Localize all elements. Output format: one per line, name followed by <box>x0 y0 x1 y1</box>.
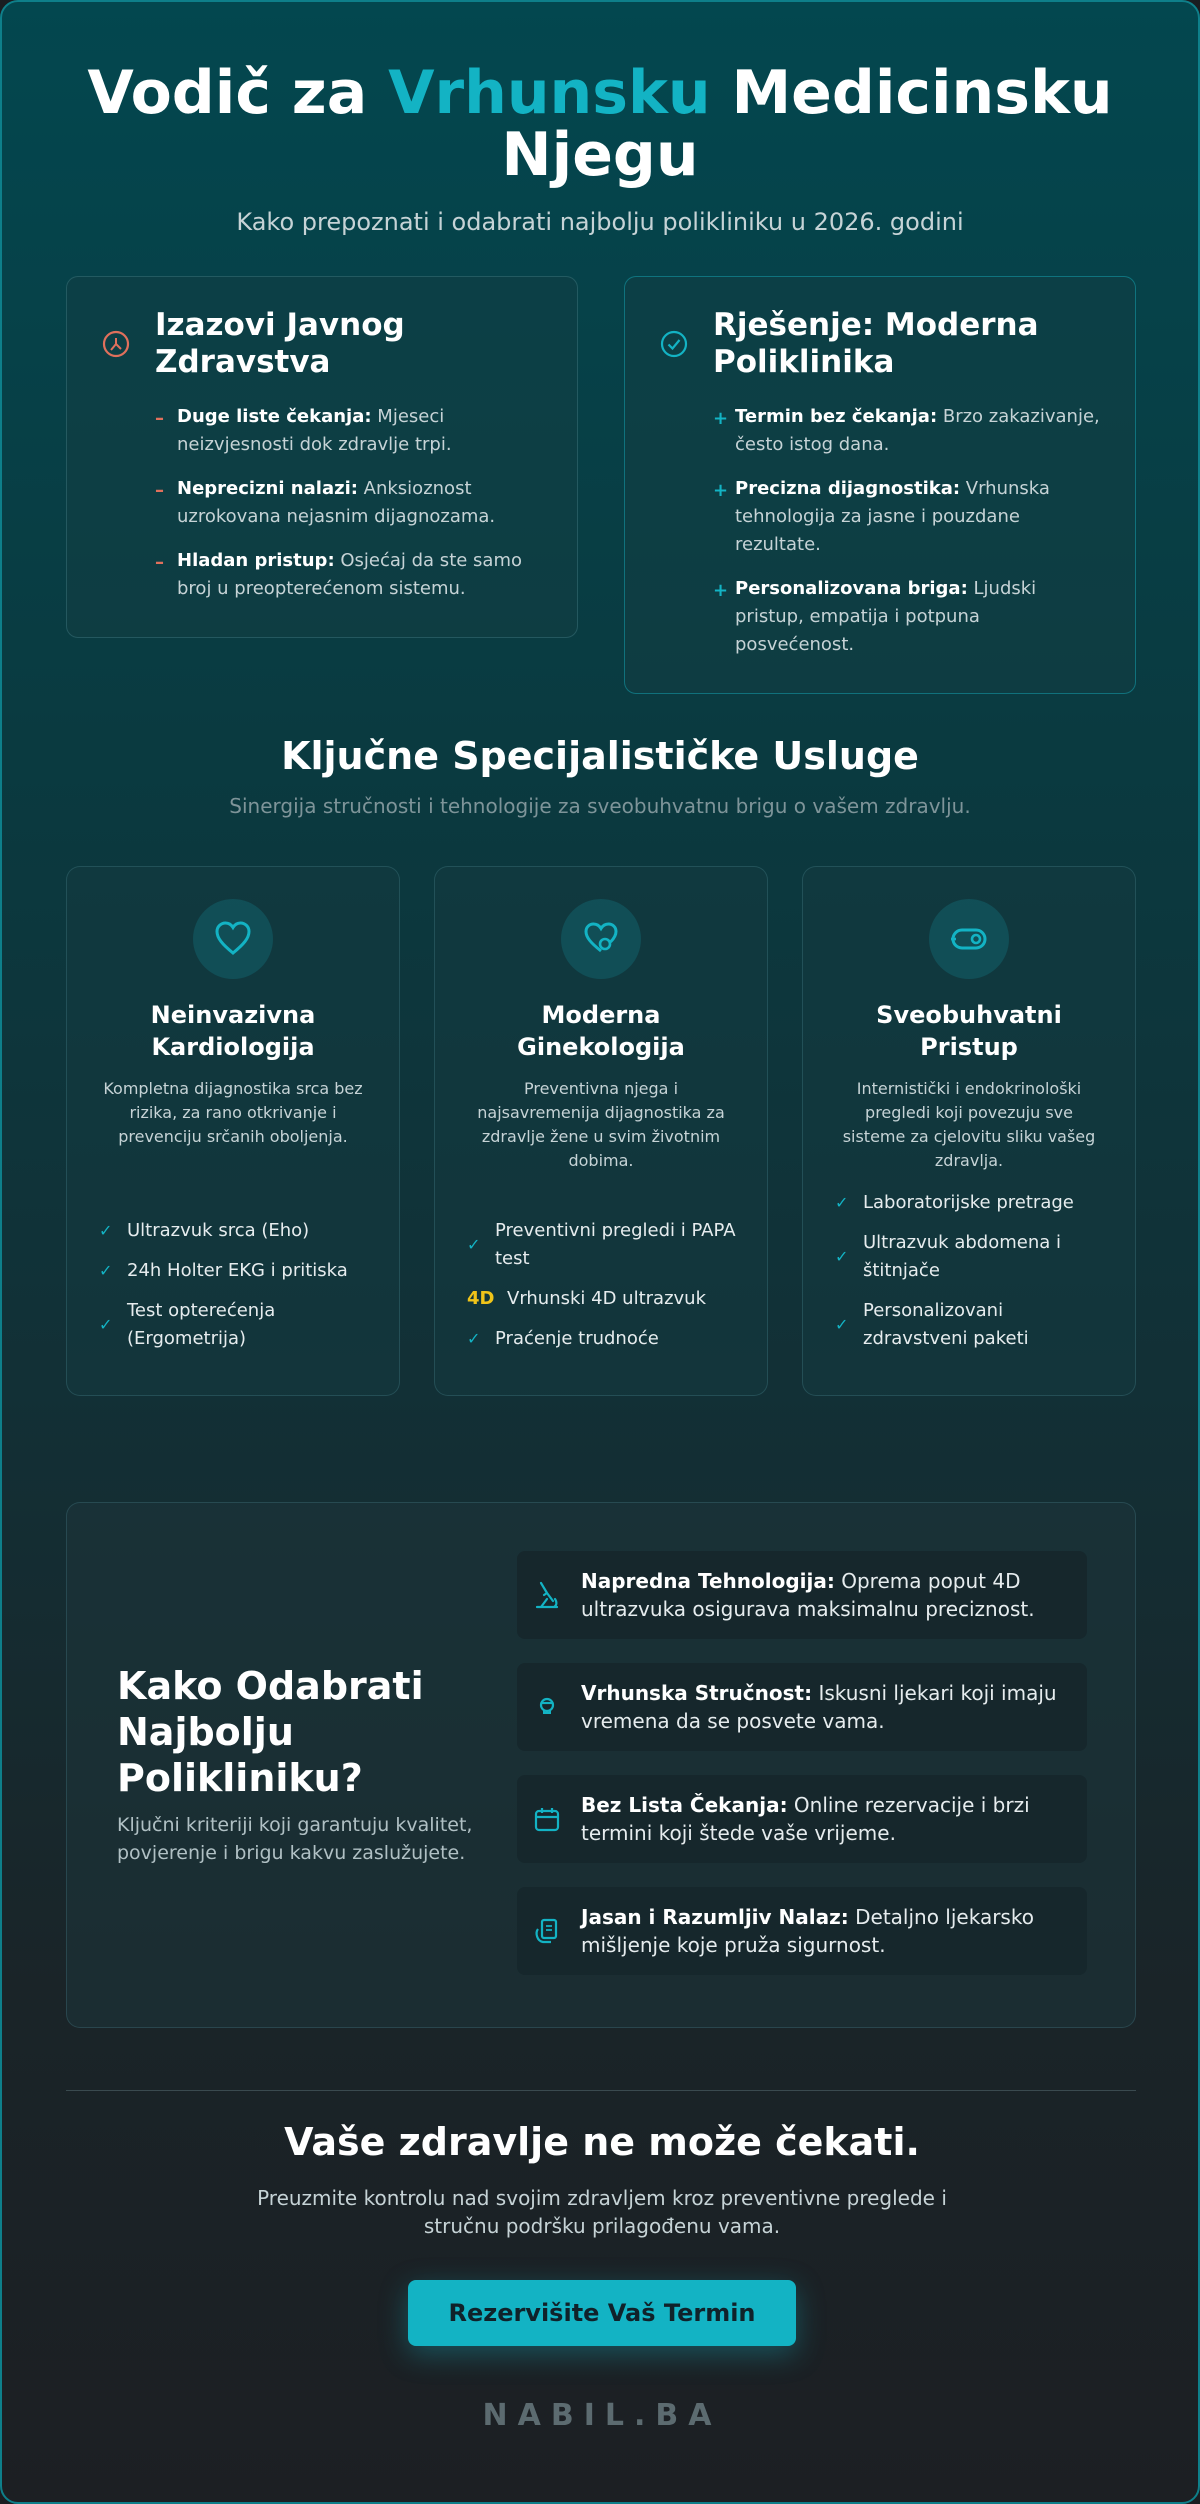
report-icon <box>531 1915 563 1947</box>
service-card-gynecology <box>434 866 768 1396</box>
card-title: Moderna Ginekologija <box>517 1001 685 1061</box>
list-item: ✓ 24h Holter EKG i pritiska <box>99 1257 375 1285</box>
divider <box>66 2090 1136 2091</box>
title-accent: Vrhunsku <box>388 58 711 128</box>
problems-panel <box>66 276 578 638</box>
problems-list <box>155 403 545 619</box>
service-card-cardiology <box>66 866 400 1396</box>
icon-circle <box>929 899 1009 979</box>
calendar-icon <box>531 1803 563 1835</box>
hero <box>2 2 1198 236</box>
card-description: Kompletna dijagnostika srca bez rizika, za rano otkrivanje i prevenciju srčanih oboljenja. <box>103 1079 363 1146</box>
page-subtitle: Kako prepoznati i odabrati najbolju polikliniku u 2026. godini <box>236 208 964 236</box>
list-item: – Neprecizni nalazi: Anksioznost uzrokovana nejasnim dijagnozama. <box>155 478 496 527</box>
list-item: – Duge liste čekanja: Mjeseci neizvjesnosti dok zdravlje trpi. <box>155 406 452 455</box>
check-icon: ✓ <box>467 1235 481 1254</box>
check-icon: ✓ <box>467 1329 481 1348</box>
card-list <box>467 1217 743 1365</box>
capsule-icon <box>947 917 991 961</box>
services-title: Ključne Specijalističke Usluge <box>281 734 919 778</box>
cta-text: Preuzmite kontrolu nad svojim zdravljem kroz preventivne preglede i stručnu podršku prilagođenu vama. <box>257 2186 947 2238</box>
criteria-text: Vrhunska Stručnost: Iskusni ljekari koji imaju vremena da se posvete vama. <box>581 1681 1057 1733</box>
card-description: Preventivna njega i najsavremenija dijagnostika za zdravlje žene u svim životnim dobima. <box>477 1079 725 1170</box>
services-subtitle: Sinergija stručnosti i tehnologije za sveobuhvatnu brigu o vašem zdravlju. <box>229 794 971 818</box>
check-circle-icon <box>659 329 689 359</box>
list-item: ✓ Test opterećenja (Ergometrija) <box>99 1300 276 1349</box>
list-item: ✓ Laboratorijske pretrage <box>835 1189 1111 1217</box>
criteria-item-technology <box>517 1551 1087 1639</box>
service-card-comprehensive <box>802 866 1136 1396</box>
comparison-panels <box>2 276 1198 706</box>
criteria-text: Bez Lista Čekanja: Online rezervacije i brzi termini koji štede vaše vrijeme. <box>581 1793 1030 1845</box>
page-title <box>75 58 1125 190</box>
check-icon: ✓ <box>835 1193 849 1212</box>
list-item: + Personalizovana briga: Ljudski pristup, empatija i potpuna posvećenost. <box>713 578 1037 655</box>
card-description: Internistički i endokrinološki pregledi koji povezuju sve sisteme za cjelovitu sliku vašeg zdravlja. <box>842 1079 1096 1170</box>
list-item: ✓ Personalizovani zdravstveni paketi <box>835 1300 1029 1349</box>
criteria-item-no-waiting <box>517 1775 1087 1863</box>
solution-title: Rješenje: Moderna Poliklinika <box>713 307 1039 380</box>
clock-alert-icon <box>101 329 131 359</box>
title-part: Vodič za <box>87 58 389 128</box>
list-item: ✓ Ultrazvuk abdomena i štitnjače <box>835 1232 1061 1281</box>
criteria-subtitle: Ključni kriteriji koji garantuju kvalitet, povjerenje i brigu kakvu zaslužujete. <box>117 1814 473 1864</box>
cta-title: Vaše zdravlje ne može čekati. <box>284 2120 920 2164</box>
list-item: ✓ Praćenje trudnoće <box>467 1325 743 1353</box>
check-icon: ✓ <box>99 1315 113 1334</box>
criteria-section <box>66 1502 1136 2028</box>
card-list <box>99 1217 375 1365</box>
check-icon: ✓ <box>99 1221 113 1240</box>
list-item: ✓ Ultrazvuk srca (Eho) <box>99 1217 375 1245</box>
card-title: Neinvazivna Kardiologija <box>150 1001 316 1061</box>
cta-section <box>2 2120 1200 2346</box>
card-list <box>835 1189 1111 1365</box>
criteria-title: Kako Odabrati Najbolju Polikliniku? <box>117 1664 424 1800</box>
list-item: + Precizna dijagnostika: Vrhunska tehnologija za jasne i pouzdane rezultate. <box>713 478 1050 555</box>
heart-icon <box>212 918 254 960</box>
book-appointment-button[interactable]: Rezervišite Vaš Termin <box>408 2280 796 2346</box>
heart-venus-icon <box>580 918 622 960</box>
problems-title: Izazovi Javnog Zdravstva <box>155 307 405 380</box>
doctor-icon <box>531 1691 563 1723</box>
criteria-text: Napredna Tehnologija: Oprema poput 4D ultrazvuka osigurava maksimalnu preciznost. <box>581 1569 1035 1621</box>
service-cards <box>2 866 1198 1426</box>
criteria-text: Jasan i Razumljiv Nalaz: Detaljno ljekarsko mišljenje koje pruža sigurnost. <box>581 1905 1034 1957</box>
solution-panel <box>624 276 1136 694</box>
services-header <box>2 734 1198 818</box>
check-icon: ✓ <box>835 1247 849 1266</box>
brand-logo: NABIL.BA <box>482 2398 722 2433</box>
4d-badge: 4D <box>467 1288 495 1309</box>
list-item: ✓ Preventivni pregledi i PAPA test <box>467 1220 736 1269</box>
icon-circle <box>193 899 273 979</box>
check-icon: ✓ <box>99 1261 113 1280</box>
microscope-icon <box>531 1579 563 1611</box>
list-item: 4D Vrhunski 4D ultrazvuk <box>467 1285 743 1313</box>
check-icon: ✓ <box>835 1315 849 1334</box>
title-part: Medicinsku Njegu <box>501 58 1113 190</box>
icon-circle <box>561 899 641 979</box>
solution-list <box>713 403 1103 675</box>
list-item: – Hladan pristup: Osjećaj da ste samo broj u preopterećenom sistemu. <box>155 550 522 599</box>
list-item: + Termin bez čekanja: Brzo zakazivanje, često istog dana. <box>713 406 1100 455</box>
criteria-item-expertise <box>517 1663 1087 1751</box>
criteria-item-clear-report <box>517 1887 1087 1975</box>
card-title: Sveobuhvatni Pristup <box>876 1001 1062 1061</box>
